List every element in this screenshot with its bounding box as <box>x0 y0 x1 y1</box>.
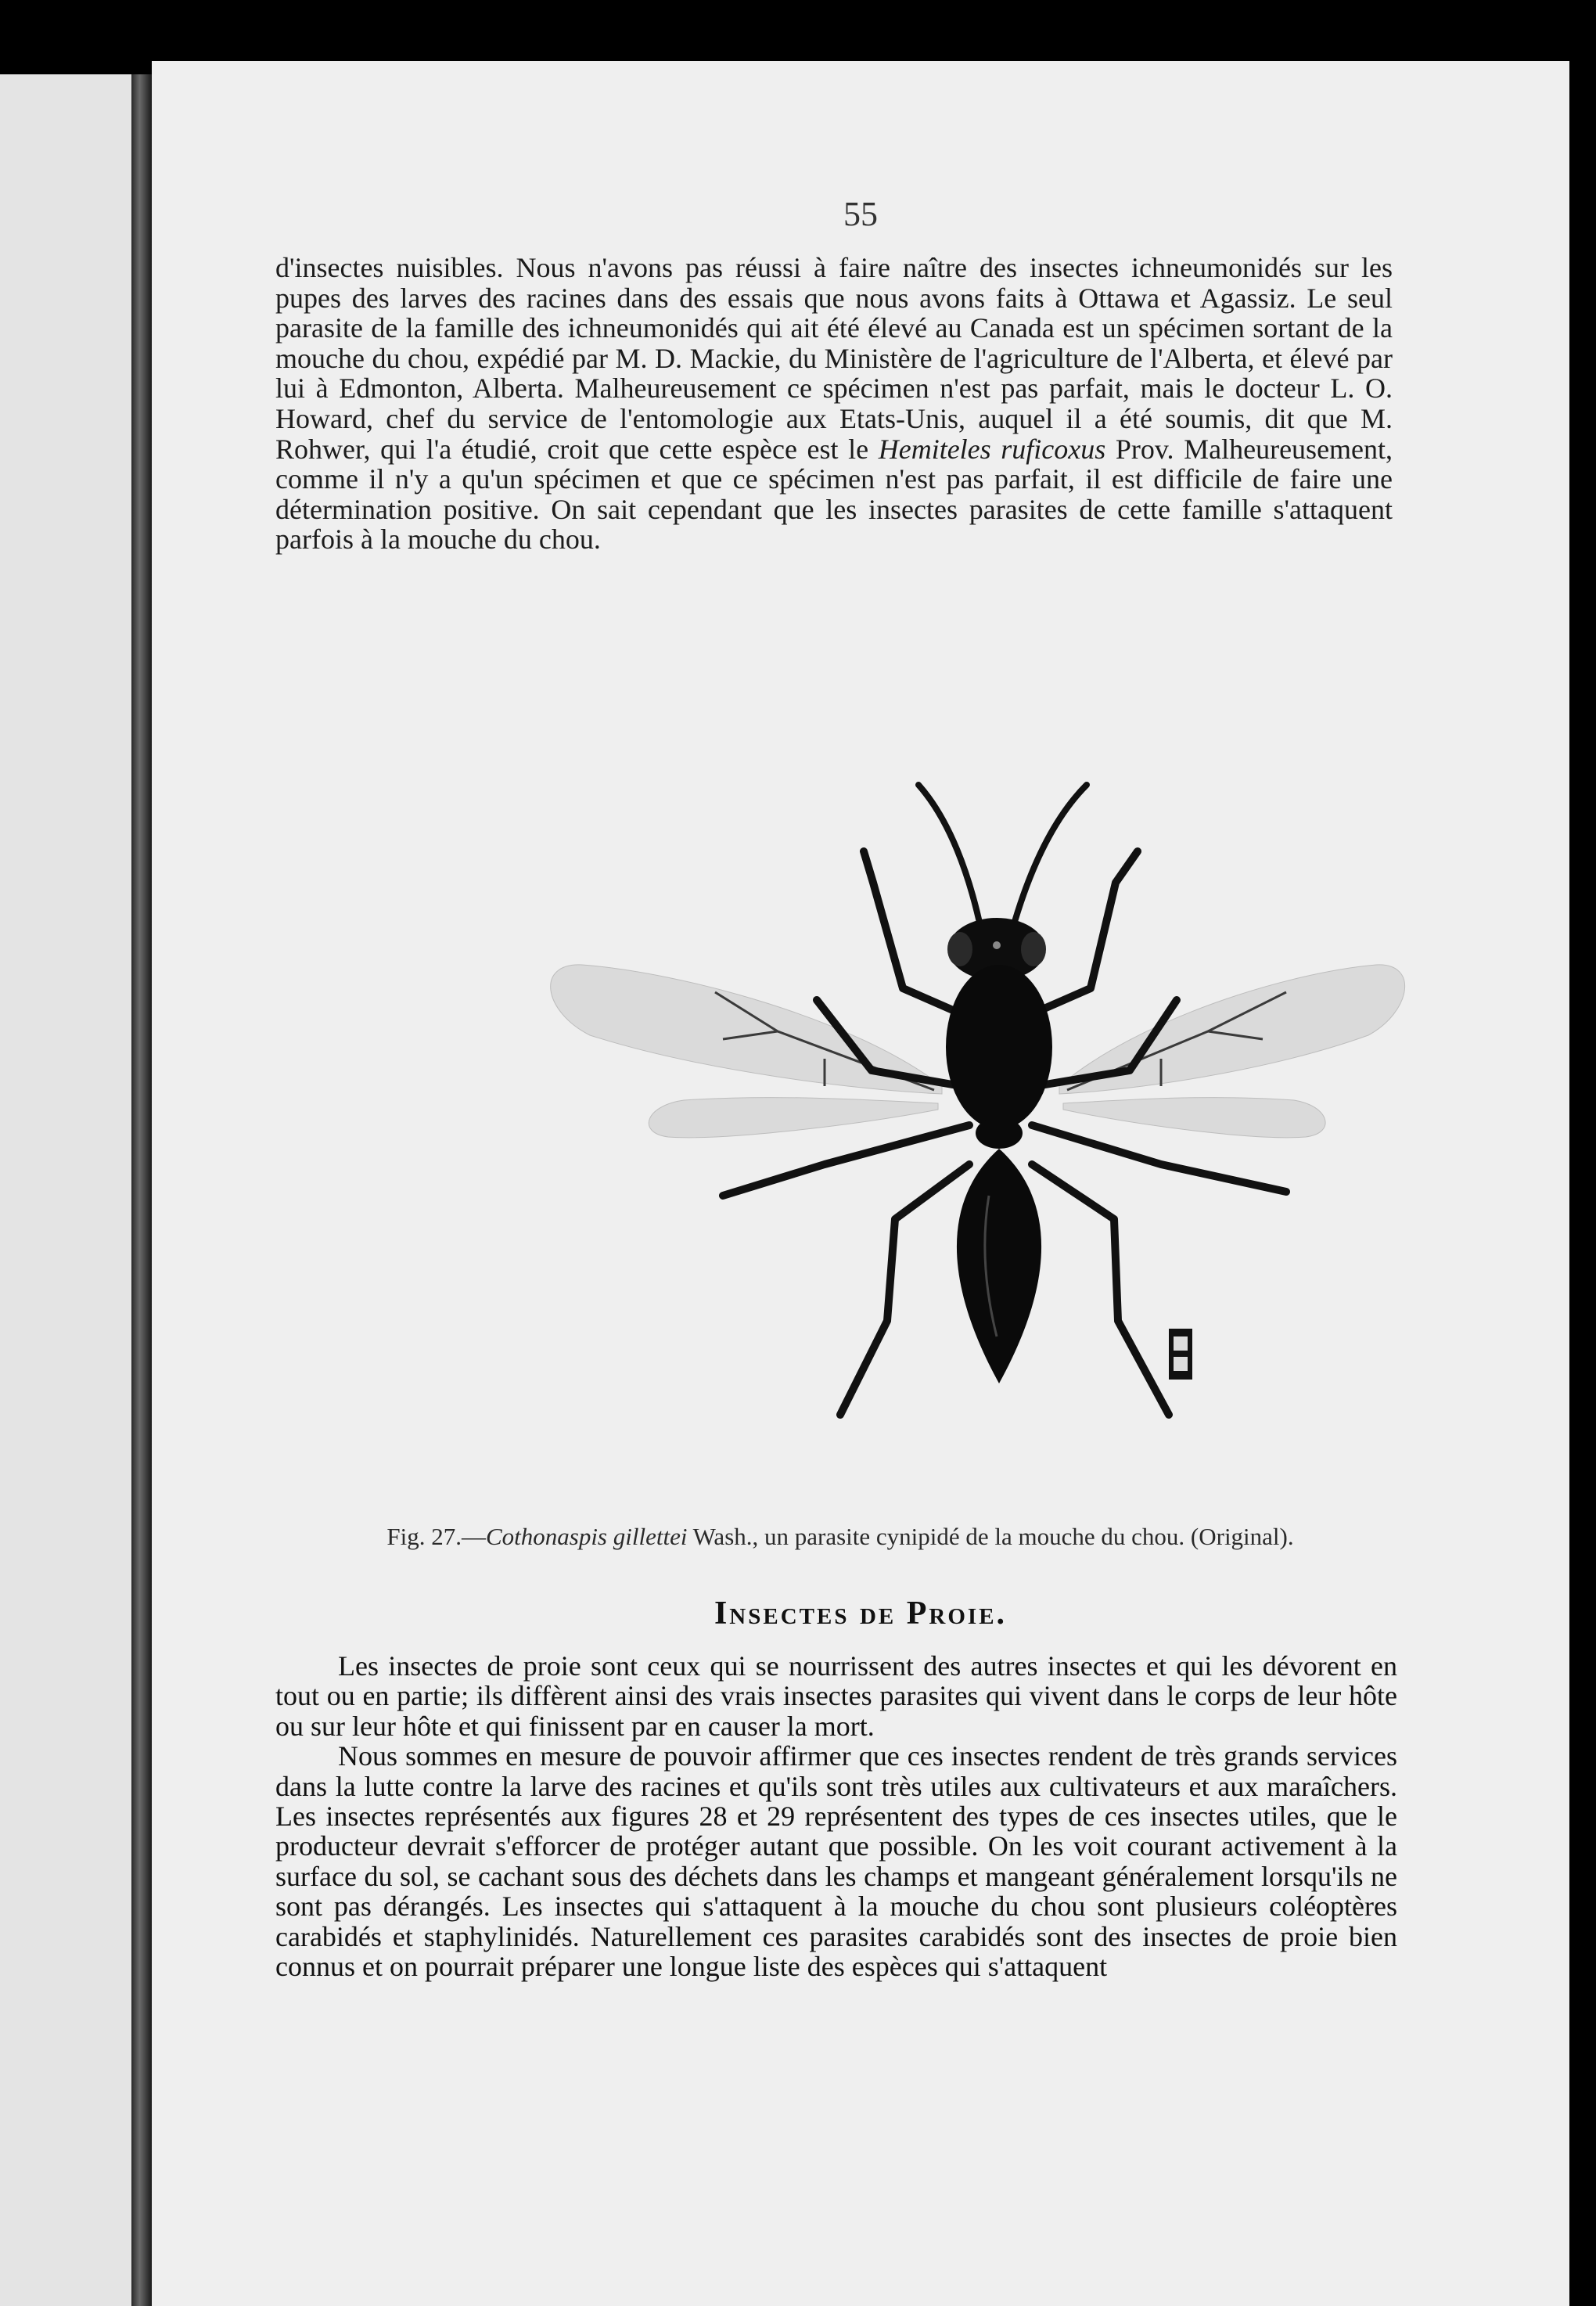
book-page <box>152 61 1569 2306</box>
section-heading: Insectes de Proie. <box>714 1595 1008 1631</box>
page-number: 55 <box>843 195 878 233</box>
figure-caption <box>386 1523 1294 1550</box>
figure-caption-rest: Wash., un parasite cynipidé de la mouche du chou. (Original). <box>692 1523 1294 1550</box>
top-paragraph-text-1: d'insectes nuisibles. Nous n'avons pas réussi à faire naître des insectes ichneumonidés sur les pupes des larves des racines dans des essais que nous avons faits à Ottawa et Agassiz. Le seul parasite de la famille des ichneumonidés qui ait été élevé au Canada est un spécimen sortant de la mouche du chou, expédié par M. D. Mackie, du Ministère de l'agriculture de l'Alberta, et élevé par lui à Edmonton, Alberta. Malheureusement ce spécimen n'est pas parfait, mais le docteur L. O. Howard, chef du service de l'entomologie aux Etats-Unis, auquel il a été soumis, dit que M. Rohwer, qui l'a étudié, croit que cette espèce est le <box>275 252 1393 465</box>
figure-caption-prefix: Fig. 27.— <box>386 1523 486 1550</box>
figure-caption-species: Cothonaspis gillettei <box>485 1523 688 1550</box>
book-gutter <box>131 74 152 2306</box>
artist-monogram <box>1169 1329 1192 1380</box>
left-wings <box>551 965 942 1138</box>
right-wings <box>1059 965 1405 1138</box>
top-paragraph-text-2: Prov. Malheureusement, comme il n'y a qu'un spécimen et que ce spécimen n'est pas parfait, il est difficile de faire une détermination positive. On sait cependant que les insectes parasites de cette famille s'attaquent parfois à la mouche du chou. <box>275 433 1393 556</box>
wasp-illustration <box>386 757 1435 1438</box>
section-body <box>275 1651 1397 1981</box>
top-paragraph <box>275 253 1393 555</box>
abdomen <box>957 1149 1041 1383</box>
thorax <box>946 965 1052 1129</box>
body-paragraph-2: Nous sommes en mesure de pouvoir affirmer que ces insectes rendent de très grands services dans la lutte contre la larve des racines et qu'ils sont très utiles aux cultivateurs et aux maraîchers. Les insectes représentés aux figures 28 et 29 représentent des types de ces insectes utiles, que le producteur devrait s'efforcer de protéger autant que possible. On les voit courant activement à la surface du sol, se cachant sous des déchets dans les champs et mangeant généralement lorsqu'ils ne sont pas dérangés. Les insectes qui s'attaquent à la mouche du chou sont plusieurs coléoptères carabidés et staphylinidés. Naturellement ces parasites carabidés sont des insectes de proie bien connus et on pourrait préparer une longue liste des espèces qui s'attaquent <box>275 1740 1397 1983</box>
facing-page-edge <box>0 74 131 2306</box>
species-name: Hemiteles ruficoxus <box>878 433 1106 465</box>
body-paragraph-1: Les insectes de proie sont ceux qui se nourrissent des autres insectes et qui les dévorent en tout ou en partie; ils diffèrent ainsi des vrais insectes parasites qui vivent dans le corps de leur hôte ou sur leur hôte et qui finissent par en causer la mort. <box>275 1650 1397 1742</box>
antennae <box>918 785 1087 930</box>
